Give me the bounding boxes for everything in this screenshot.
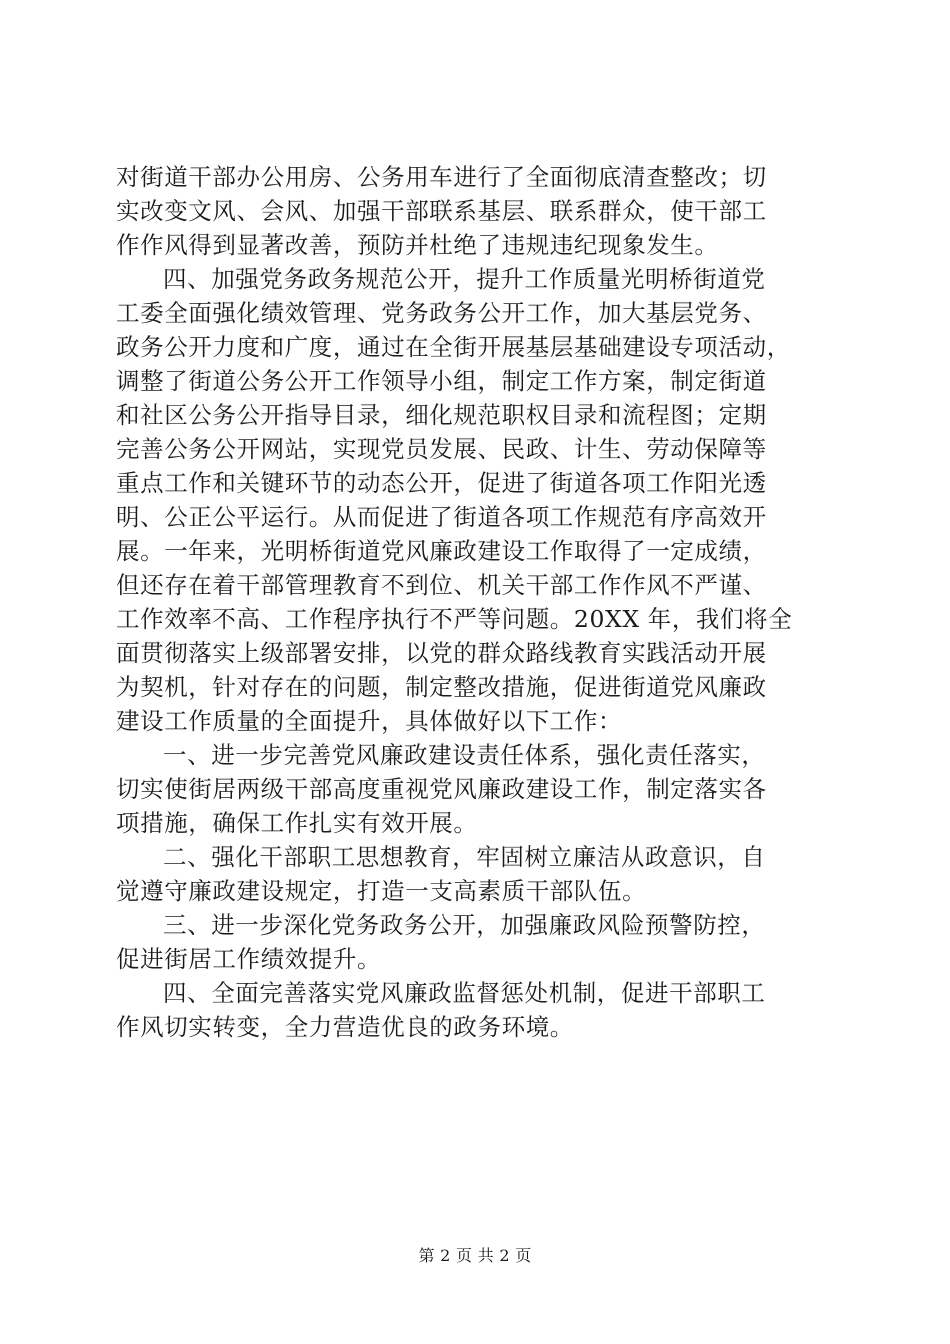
text-line: 项措施，确保工作扎实有效开展。 (116, 809, 478, 837)
text-line: 对街道干部办公用房、公务用车进行了全面彻底清查整改；切 (116, 163, 767, 191)
text-line: 切实使街居两级干部高度重视党风廉政建设工作，制定落实各 (116, 775, 767, 803)
text-line: 完善公务公开网站，实现党员发展、民政、计生、劳动保障等 (116, 435, 767, 463)
text-line: 作作风得到显著改善，预防并杜绝了违规违纪现象发生。 (116, 231, 719, 259)
paragraph-start-line: 三、进一步深化党务政务公开，加强廉政风险预警防控， (163, 911, 766, 939)
text-line: 但还存在着干部管理教育不到位、机关干部工作作风不严谨、 (116, 571, 767, 599)
paragraph-start-line: 一、进一步完善党风廉政建设责任体系，强化责任落实， (163, 741, 766, 769)
paragraph-start-line: 四、全面完善落实党风廉政监督惩处机制，促进干部职工 (163, 979, 766, 1007)
text-line: 展。一年来，光明桥街道党风廉政建设工作取得了一定成绩， (116, 537, 767, 565)
text-line: 觉遵守廉政建设规定，打造一支高素质干部队伍。 (116, 877, 647, 905)
text-line: 和社区公务公开指导目录，细化规范职权目录和流程图；定期 (116, 401, 767, 429)
text-line: 工委全面强化绩效管理、党务政务公开工作，加大基层党务、 (116, 299, 767, 327)
text-line: 实改变文风、会风、加强干部联系基层、联系群众，使干部工 (116, 197, 767, 225)
text-line: 重点工作和关键环节的动态公开，促进了街道各项工作阳光透 (116, 469, 767, 497)
document-body (116, 160, 832, 1044)
text-line: 工作效率不高、工作程序执行不严等问题。20XX 年，我们将全 (116, 605, 793, 633)
text-line: 政务公开力度和广度，通过在全街开展基层基础建设专项活动， (116, 333, 791, 361)
text-line: 为契机，针对存在的问题，制定整改措施，促进街道党风廉政 (116, 673, 767, 701)
text-line: 促进街居工作绩效提升。 (116, 945, 382, 973)
text-line: 调整了街道公务公开工作领导小组，制定工作方案，制定街道 (116, 367, 767, 395)
text-line: 建设工作质量的全面提升，具体做好以下工作： (116, 707, 623, 735)
text-line: 作风切实转变，全力营造优良的政务环境。 (116, 1013, 574, 1041)
text-line: 明、公正公平运行。从而促进了街道各项工作规范有序高效开 (116, 503, 767, 531)
page-number-footer: 第 2 页 共 2 页 (418, 1246, 532, 1265)
paragraph-start-line: 四、加强党务政务规范公开，提升工作质量光明桥街道党 (163, 265, 766, 293)
paragraph-start-line: 二、强化干部职工思想教育，牢固树立廉洁从政意识，自 (163, 843, 766, 871)
text-line: 面贯彻落实上级部署安排，以党的群众路线教育实践活动开展 (116, 639, 767, 667)
